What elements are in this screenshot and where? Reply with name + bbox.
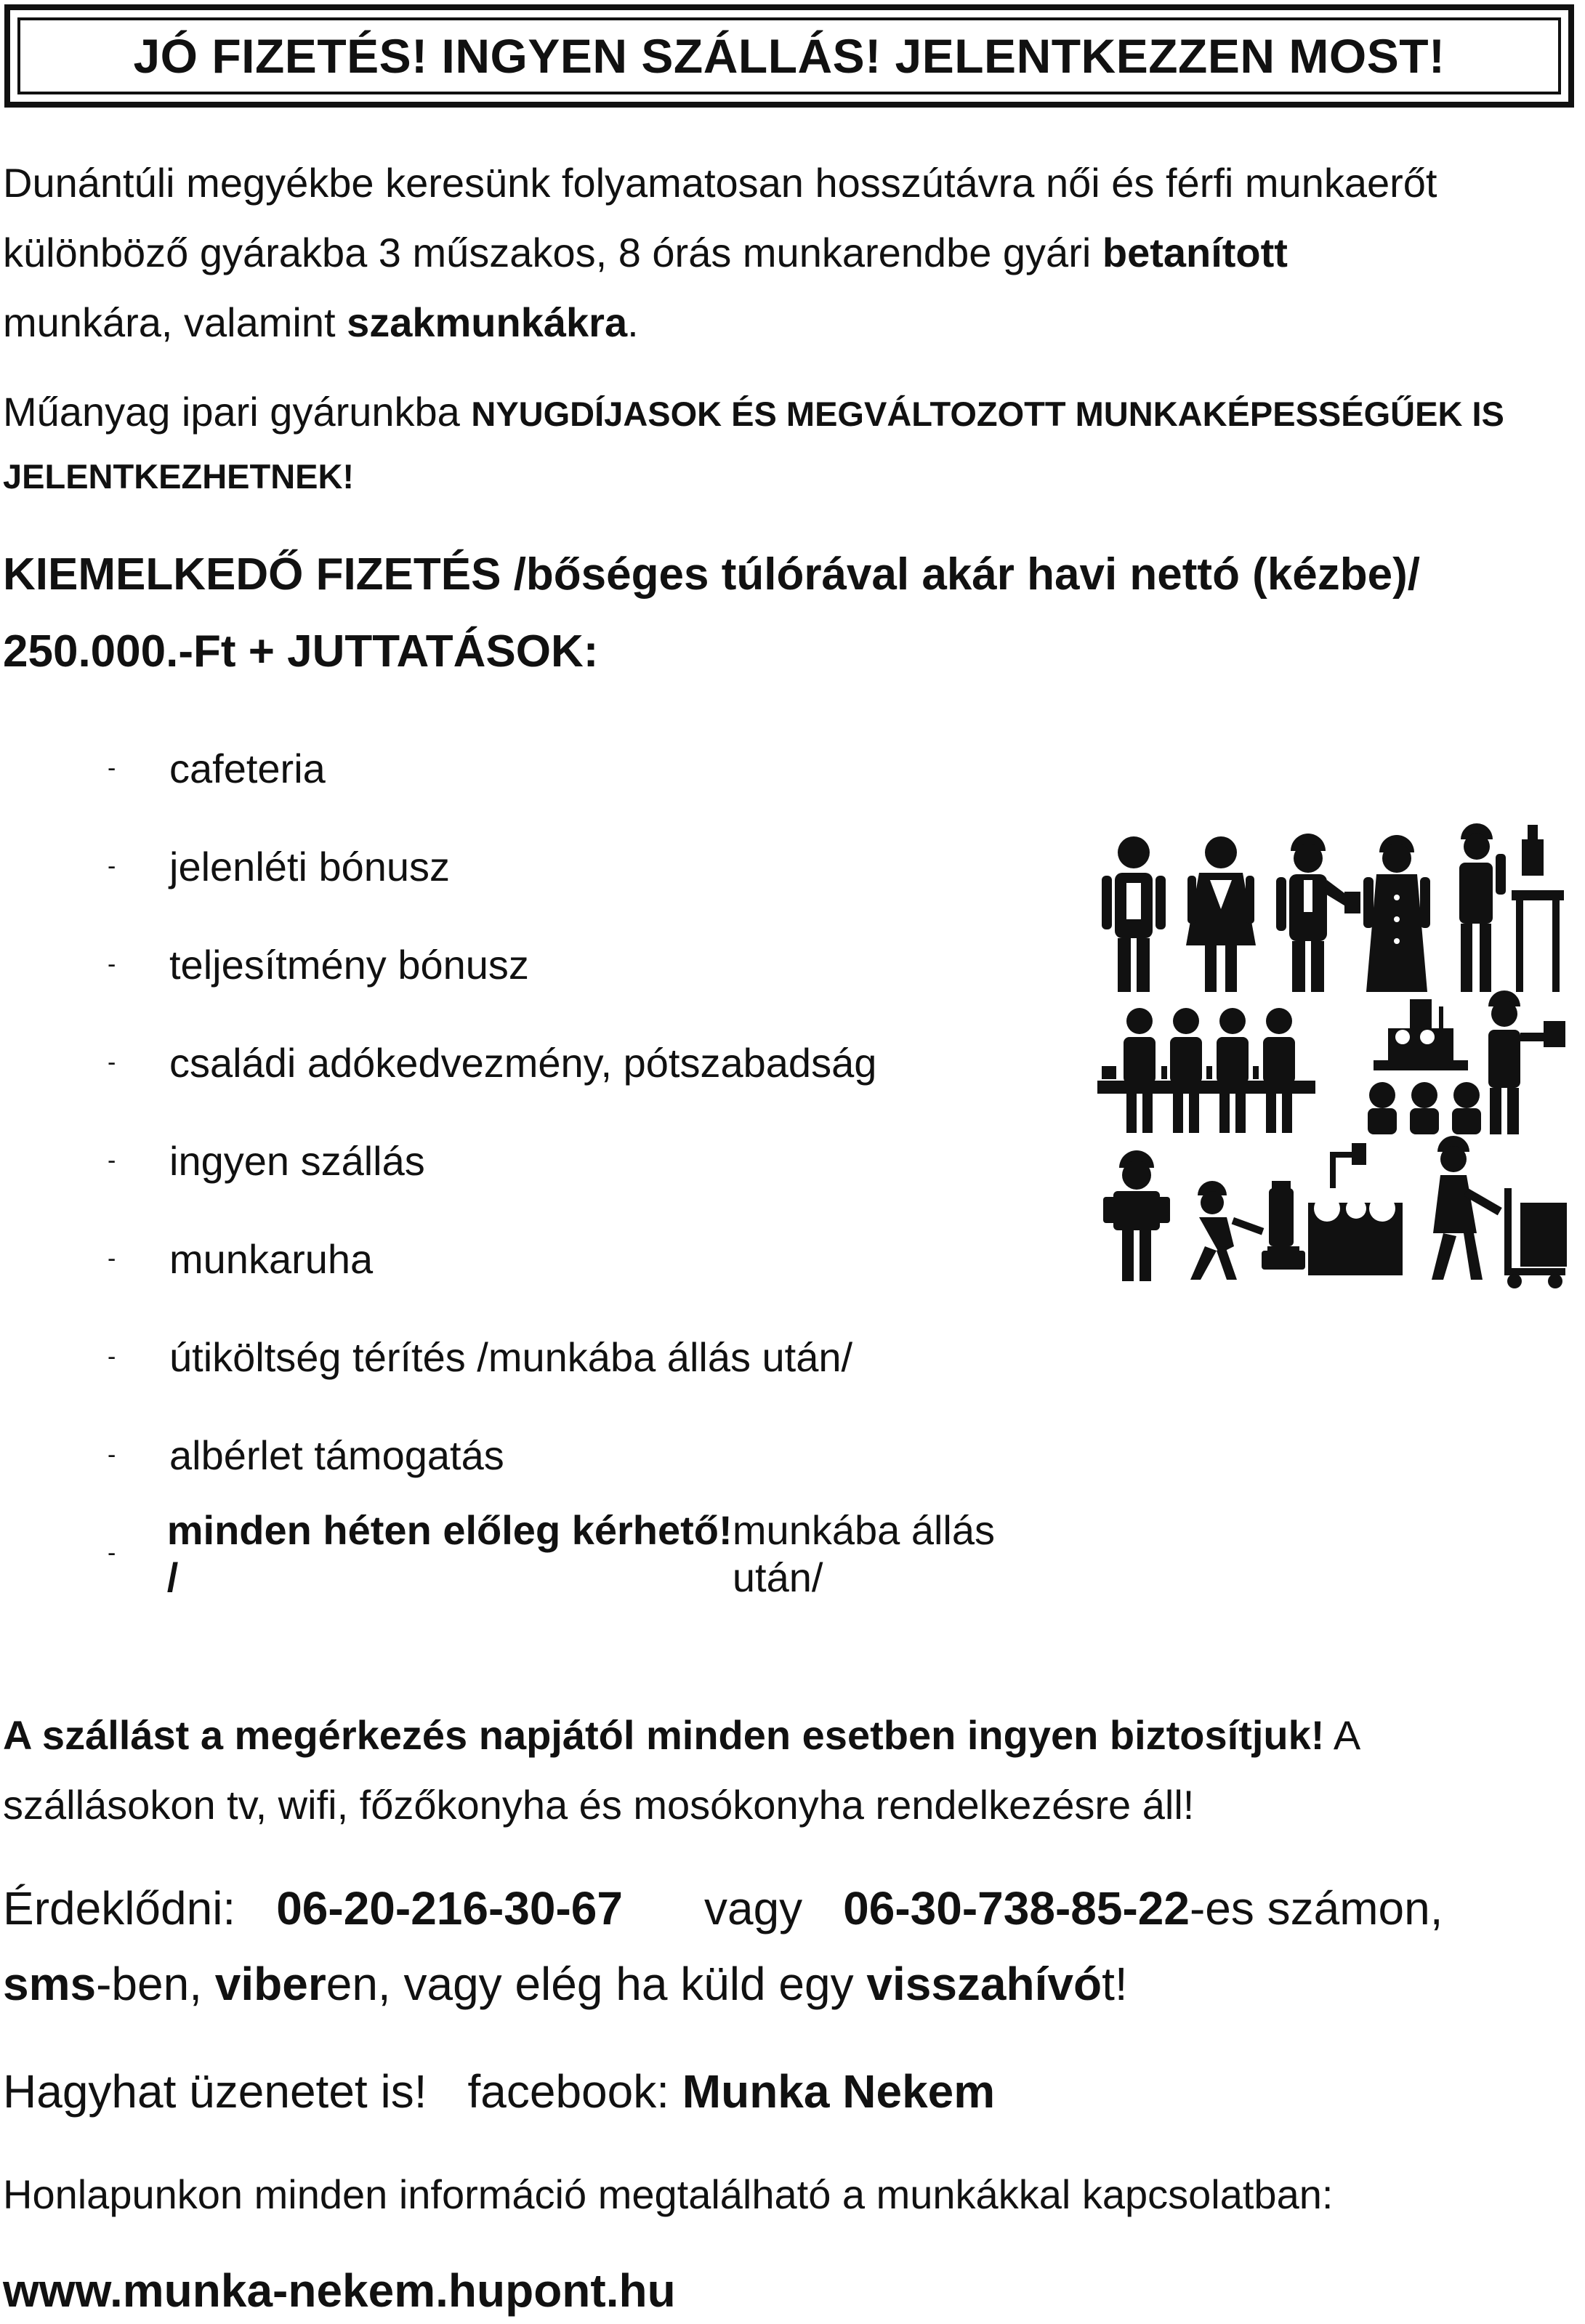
headline: JÓ FIZETÉS! INGYEN SZÁLLÁS! JELENTKEZZEN MOST! [133, 29, 1445, 83]
bullet-dash: - [108, 1539, 116, 1567]
contact-label: Érdeklődni: [3, 1882, 236, 1934]
phone-number-1[interactable]: 06-20-216-30-67 [276, 1882, 623, 1934]
intro-text: munkára, valamint [3, 299, 347, 345]
worker-icon [1097, 1008, 1315, 1133]
plastic-text: Műanyag ipari gyárunkba [3, 389, 472, 435]
list-item-text: útiköltség térítés /munkába állás után/ [169, 1334, 853, 1380]
housing-paragraph [3, 1700, 1576, 1840]
callback-bold: visszahívó [866, 1958, 1102, 2010]
list-item-bold: minden héten előleg kérhető! / [166, 1506, 733, 1600]
salary-line-1: KIEMELKEDŐ FIZETÉS /bőséges túlórával akár havi nettó (kézbe)/ [3, 549, 1421, 600]
facebook-page-name[interactable]: Munka Nekem [682, 2065, 996, 2118]
website-text: Honlapunkon minden információ megtalálható a munkákkal kapcsolatban: [3, 2171, 1334, 2217]
list-item [102, 1504, 1083, 1602]
website-url[interactable]: www.munka-nekem.hupont.hu [3, 2264, 676, 2317]
bullet-dash: - [108, 1343, 116, 1371]
list-item [102, 818, 1083, 916]
worker-icon [1102, 836, 1166, 992]
viber-bold: viber [214, 1958, 326, 2010]
worker-icons-illustration [1097, 810, 1570, 1290]
message-line [3, 2055, 1576, 2128]
plastic-line-1 [3, 381, 1576, 445]
contact-line-2 [3, 1946, 1576, 2022]
contact-text: -es számon, [1189, 1882, 1443, 1934]
headline-inner-frame [17, 17, 1561, 94]
list-item [102, 1210, 1083, 1308]
worker-icon [1432, 1136, 1567, 1288]
list-item-text: családi adókedvezmény, pótszabadság [169, 1040, 877, 1086]
list-item-text: teljesítmény bónusz [169, 942, 529, 988]
phone-number-2[interactable]: 06-30-738-85-22 [843, 1882, 1190, 1934]
list-item [102, 1406, 1083, 1504]
housing-line-1 [3, 1700, 1576, 1770]
housing-text: A [1324, 1712, 1361, 1758]
plastic-line-2: JELENTKEZHETNEK! [3, 457, 355, 496]
benefits-list [102, 719, 1083, 1602]
intro-bold: szakmunkákra [347, 299, 628, 345]
intro-text: . [627, 299, 639, 345]
plastic-bold: NYUGDÍJASOK ÉS MEGVÁLTOZOTT MUNKAKÉPESSÉGŰEK IS [471, 395, 1504, 433]
sms-bold: sms [3, 1958, 97, 2010]
intro-line-2 [3, 218, 1576, 288]
facebook-label: facebook: [467, 2065, 682, 2118]
contact-text: t! [1102, 1958, 1128, 2010]
list-item [102, 1112, 1083, 1210]
list-item-text: ingyen szállás [169, 1138, 425, 1184]
housing-bold: A szállást a megérkezés napjától minden esetben ingyen biztosítjuk! [3, 1712, 1325, 1758]
list-item-text: munkába állás után/ [732, 1506, 996, 1600]
salary-line-2: 250.000.-Ft + JUTTATÁSOK: [3, 626, 599, 677]
bullet-dash: - [108, 754, 116, 782]
worker-icon [1276, 834, 1360, 992]
worker-icon [1363, 835, 1430, 992]
intro-paragraph [3, 148, 1576, 358]
message-text: Hagyhat üzenetet is! [3, 2065, 427, 2118]
worker-icon [1368, 990, 1565, 1134]
bullet-dash: - [108, 951, 116, 978]
contact-or: vagy [703, 1882, 803, 1934]
contact-line-1 [3, 1871, 1576, 1946]
worker-icon [1459, 823, 1564, 992]
intro-line-1: Dunántúli megyékbe keresünk folyamatosan hosszútávra női és férfi munkaerőt [3, 160, 1437, 206]
intro-bold: betanított [1102, 230, 1288, 275]
bullet-dash: - [108, 1245, 116, 1272]
worker-icon [1103, 1150, 1170, 1281]
list-item-text: munkaruha [169, 1236, 374, 1282]
contact-paragraph [3, 1871, 1576, 2022]
list-item [102, 719, 1083, 818]
list-item [102, 1308, 1083, 1406]
list-item-text: albérlet támogatás [169, 1432, 504, 1478]
bullet-dash: - [108, 852, 116, 880]
salary-heading [3, 536, 1576, 690]
intro-line-3 [3, 288, 1576, 358]
list-item-text: jelenléti bónusz [169, 844, 451, 889]
bullet-dash: - [108, 1441, 116, 1469]
worker-icon [1262, 1143, 1403, 1275]
contact-text: -ben, [96, 1958, 215, 2010]
list-item [102, 1014, 1083, 1112]
housing-line-2: szállásokon tv, wifi, főzőkonyha és mosókonyha rendelkezésre áll! [3, 1782, 1195, 1828]
worker-icon [1190, 1181, 1264, 1280]
list-item [102, 916, 1083, 1014]
list-item-text: cafeteria [169, 746, 326, 791]
contact-text: en, vagy elég ha küld egy [326, 1958, 867, 2010]
bullet-dash: - [108, 1049, 116, 1076]
plastic-paragraph [3, 381, 1576, 508]
headline-banner [4, 4, 1574, 108]
worker-icon [1186, 836, 1256, 992]
intro-text: különböző gyárakba 3 műszakos, 8 órás munkarendbe gyári [3, 230, 1102, 275]
bullet-dash: - [108, 1147, 116, 1174]
